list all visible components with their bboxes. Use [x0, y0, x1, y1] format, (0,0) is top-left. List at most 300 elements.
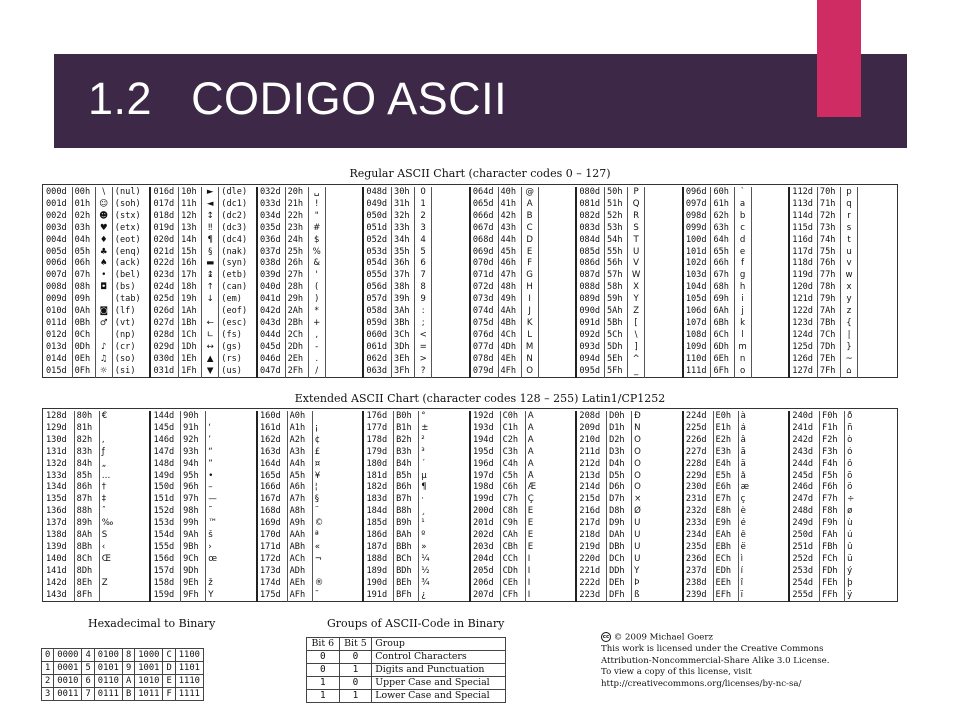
- regular-chart-hex-cell: 1Fh: [179, 366, 202, 378]
- regular-chart-char-cell: ;: [415, 318, 432, 330]
- extended-chart-hex-cell: AEh: [287, 578, 312, 590]
- extended-chart-hex-cell: B5h: [394, 471, 419, 483]
- regular-chart-char-cell: M: [521, 342, 538, 354]
- bit-value-cell: 0: [339, 677, 372, 690]
- extended-chart-char-cell: •: [206, 471, 257, 483]
- regular-chart-hex-cell: 5Ah: [604, 306, 627, 318]
- regular-chart-name-cell: [751, 270, 789, 282]
- regular-chart-name-cell: [538, 199, 576, 211]
- binary-value-cell: 1011: [135, 688, 163, 701]
- regular-chart-dec-cell: 044d: [257, 330, 285, 342]
- extended-chart-dec-cell: 153d: [150, 518, 180, 530]
- extended-chart-dec-cell: 179d: [363, 447, 393, 459]
- extended-chart-hex-cell: CAh: [500, 530, 525, 542]
- regular-chart-dec-cell: 119d: [789, 270, 817, 282]
- regular-chart-char-cell: ♦: [95, 235, 112, 247]
- extended-chart-hex-cell: EBh: [713, 542, 738, 554]
- regular-chart-name-cell: [432, 306, 470, 318]
- extended-chart-char-cell: Õ: [632, 471, 683, 483]
- extended-chart-row: [44, 423, 896, 435]
- extended-chart-dec-cell: 128d: [44, 411, 74, 423]
- regular-chart-char-cell: P: [628, 187, 645, 199]
- extended-chart-char-cell: ’: [206, 435, 257, 447]
- regular-chart-row: [44, 211, 896, 223]
- regular-chart-dec-cell: 099d: [683, 223, 711, 235]
- extended-chart-hex-cell: 94h: [181, 459, 206, 471]
- extended-chart-char-cell: ž: [206, 578, 257, 590]
- regular-chart-char-cell: s: [841, 223, 858, 235]
- hex-digit-cell: C: [163, 649, 175, 662]
- extended-chart-char-cell: À: [525, 411, 576, 423]
- extended-chart-char-cell: ß: [632, 590, 683, 602]
- extended-chart-hex-cell: CCh: [500, 554, 525, 566]
- regular-chart-hex-cell: 28h: [285, 282, 308, 294]
- regular-chart-dec-cell: 001d: [44, 199, 72, 211]
- regular-chart-char-cell: 7: [415, 270, 432, 282]
- regular-chart-dec-cell: 063d: [363, 366, 391, 378]
- regular-chart-char-cell: ♥: [95, 223, 112, 235]
- regular-chart-char-cell: g: [734, 270, 751, 282]
- regular-chart-char-cell: G: [521, 270, 538, 282]
- extended-chart-char-cell: Ý: [632, 566, 683, 578]
- regular-chart-hex-cell: 7Bh: [817, 318, 840, 330]
- hex-digit-cell: A: [122, 675, 134, 688]
- extended-chart-dec-cell: 141d: [44, 566, 74, 578]
- regular-chart-dec-cell: 013d: [44, 342, 72, 354]
- extended-chart-dec-cell: 172d: [257, 554, 287, 566]
- extended-chart-dec-cell: 242d: [789, 435, 819, 447]
- regular-chart-name-cell: (syn): [219, 258, 257, 270]
- regular-chart-name-cell: [858, 306, 896, 318]
- extended-chart-dec-cell: 146d: [150, 435, 180, 447]
- regular-chart-char-cell: *: [308, 306, 325, 318]
- extended-chart-hex-cell: 96h: [181, 482, 206, 494]
- extended-chart-dec-cell: 228d: [683, 459, 713, 471]
- regular-chart-dec-cell: 122d: [789, 306, 817, 318]
- creative-commons-icon: cc: [602, 634, 610, 640]
- extended-chart-char-cell: Ø: [632, 506, 683, 518]
- regular-chart-name-cell: (lf): [112, 306, 150, 318]
- regular-chart-hex-cell: 2Dh: [285, 342, 308, 354]
- extended-chart-row: [44, 459, 896, 471]
- regular-chart-char-cell: ‼: [202, 223, 219, 235]
- extended-chart-dec-cell: 171d: [257, 542, 287, 554]
- extended-chart-dec-cell: 233d: [683, 518, 713, 530]
- extended-chart-dec-cell: 210d: [576, 435, 606, 447]
- extended-chart-char-cell: Ü: [632, 554, 683, 566]
- extended-chart-dec-cell: 138d: [44, 530, 74, 542]
- extended-chart-hex-cell: C4h: [500, 459, 525, 471]
- binary-value-cell: 0100: [94, 649, 122, 662]
- extended-chart-hex-cell: E6h: [713, 482, 738, 494]
- extended-chart-char-cell: í: [738, 566, 789, 578]
- regular-chart-name-cell: [432, 354, 470, 366]
- regular-chart-char-cell: 3: [415, 223, 432, 235]
- regular-chart-dec-cell: 030d: [150, 354, 178, 366]
- extended-chart-char-cell: Æ: [525, 482, 576, 494]
- regular-chart-dec-cell: 075d: [470, 318, 498, 330]
- extended-chart-hex-cell: 98h: [181, 506, 206, 518]
- regular-chart-char-cell: c: [734, 223, 751, 235]
- regular-chart-dec-cell: 070d: [470, 258, 498, 270]
- regular-chart-dec-cell: 118d: [789, 258, 817, 270]
- extended-chart-dec-cell: 222d: [576, 578, 606, 590]
- extended-chart-row: [44, 411, 896, 423]
- regular-chart-char-cell: ☼: [95, 366, 112, 378]
- regular-chart-dec-cell: 101d: [683, 247, 711, 259]
- binary-value-cell: 1100: [175, 649, 203, 662]
- extended-chart-dec-cell: 134d: [44, 482, 74, 494]
- hex-digit-cell: 2: [42, 675, 54, 688]
- extended-chart-char-cell: ñ: [847, 422, 853, 433]
- groups-row: [307, 677, 506, 690]
- regular-chart-dec-cell: 021d: [150, 247, 178, 259]
- extended-chart-char-cell: ‚: [99, 435, 150, 447]
- regular-chart-name-cell: [645, 247, 683, 259]
- extended-chart-dec-cell: 216d: [576, 506, 606, 518]
- regular-chart-name-cell: (so): [112, 354, 150, 366]
- extended-chart-char-cell: ™: [206, 518, 257, 530]
- regular-chart-name-cell: [751, 247, 789, 259]
- extended-chart-hex-cell: EAh: [713, 530, 738, 542]
- regular-chart-name-cell: [858, 235, 896, 247]
- extended-chart-hex-cell: 87h: [74, 494, 99, 506]
- extended-chart-char-cell: õ: [847, 470, 853, 481]
- extended-chart-dec-cell: 202d: [470, 530, 500, 542]
- regular-chart-hex-cell: 13h: [179, 223, 202, 235]
- extended-chart-char-cell: ¥: [312, 471, 363, 483]
- regular-chart-dec-cell: 127d: [789, 366, 817, 378]
- regular-chart-dec-cell: 052d: [363, 235, 391, 247]
- extended-chart-dec-cell: 152d: [150, 506, 180, 518]
- extended-chart-dec-cell: 145d: [150, 423, 180, 435]
- extended-chart-dec-cell: 154d: [150, 530, 180, 542]
- regular-chart-hex-cell: 55h: [604, 247, 627, 259]
- regular-chart-row: [44, 235, 896, 247]
- hex-digit-cell: 3: [42, 688, 54, 701]
- regular-chart-char-cell: b: [734, 211, 751, 223]
- regular-chart-dec-cell: 113d: [789, 199, 817, 211]
- regular-chart-dec-cell: 095d: [576, 366, 604, 378]
- regular-chart-char-cell: f: [734, 258, 751, 270]
- extended-chart-dec-cell: 223d: [576, 590, 606, 602]
- extended-chart-dec-cell: 168d: [257, 506, 287, 518]
- regular-chart-dec-cell: 097d: [683, 199, 711, 211]
- regular-chart-hex-cell: 19h: [179, 294, 202, 306]
- regular-chart-char-cell: [: [628, 318, 645, 330]
- extended-chart-hex-cell: B9h: [394, 518, 419, 530]
- regular-chart-dec-cell: 036d: [257, 235, 285, 247]
- extended-chart-hex-cell: DBh: [607, 542, 632, 554]
- groups-header-row: [307, 638, 506, 651]
- accent-bar: [817, 0, 861, 117]
- regular-chart-name-cell: [751, 235, 789, 247]
- binary-value-cell: 0000: [54, 649, 82, 662]
- extended-chart-hex-cell: B2h: [394, 435, 419, 447]
- extended-chart-hex-cell: A0h: [287, 411, 312, 423]
- extended-chart-hex-cell: 85h: [74, 471, 99, 483]
- regular-chart-char-cell: A: [521, 199, 538, 211]
- extended-chart-dec-cell: 243d: [789, 447, 819, 459]
- regular-chart-char-cell: I: [521, 294, 538, 306]
- regular-chart-char-cell: a: [734, 199, 751, 211]
- extended-chart-dec-cell: 182d: [363, 482, 393, 494]
- extended-chart-char-cell: ½: [419, 566, 470, 578]
- regular-chart-name-cell: (tab): [112, 294, 150, 306]
- regular-chart-dec-cell: 106d: [683, 306, 711, 318]
- extended-chart-dec-cell: 173d: [257, 566, 287, 578]
- extended-chart-char-cell: [312, 411, 363, 423]
- regular-chart-char-cell: i: [734, 294, 751, 306]
- regular-chart-dec-cell: 023d: [150, 270, 178, 282]
- regular-chart-char-cell: Y: [628, 294, 645, 306]
- extended-chart-hex-cell: E3h: [713, 447, 738, 459]
- binary-value-cell: 0011: [54, 688, 82, 701]
- regular-chart-dec-cell: 123d: [789, 318, 817, 330]
- extended-chart-dec-cell: 197d: [470, 471, 500, 483]
- regular-chart-hex-cell: 49h: [498, 294, 521, 306]
- regular-chart-char-cell: [95, 294, 112, 306]
- regular-chart-char-cell: X: [628, 282, 645, 294]
- regular-chart-char-cell: ": [308, 211, 325, 223]
- regular-chart-name-cell: [325, 318, 363, 330]
- regular-chart-dec-cell: 007d: [44, 270, 72, 282]
- extended-chart-dec-cell: 190d: [363, 578, 393, 590]
- regular-chart-hex-cell: 63h: [711, 223, 734, 235]
- regular-chart-name-cell: (vt): [112, 318, 150, 330]
- regular-chart-hex-cell: 0Bh: [72, 318, 95, 330]
- regular-chart-char-cell: ◙: [95, 306, 112, 318]
- regular-chart-dec-cell: 082d: [576, 211, 604, 223]
- regular-chart-char-cell: ⌂: [841, 366, 858, 378]
- regular-chart-dec-cell: 051d: [363, 223, 391, 235]
- regular-chart-hex-cell: 09h: [72, 294, 95, 306]
- regular-chart-name-cell: [645, 354, 683, 366]
- regular-chart-name-cell: [325, 330, 363, 342]
- regular-chart-name-cell: [538, 211, 576, 223]
- regular-chart-hex-cell: 27h: [285, 270, 308, 282]
- extended-chart-hex-cell: D9h: [607, 518, 632, 530]
- bit-value-cell: 0: [307, 651, 340, 664]
- binary-value-cell: 0010: [54, 675, 82, 688]
- extended-chart-hex-cell: 9Ah: [181, 530, 206, 542]
- extended-chart-char-cell: ï: [738, 590, 789, 602]
- regular-chart-char-cell: ∟: [202, 330, 219, 342]
- regular-chart-dec-cell: 003d: [44, 223, 72, 235]
- hex-binary-caption: Hexadecimal to Binary: [88, 617, 216, 630]
- extended-chart-dec-cell: 136d: [44, 506, 74, 518]
- regular-chart-char-cell: y: [841, 294, 858, 306]
- regular-chart-hex-cell: 5Fh: [604, 366, 627, 378]
- binary-value-cell: 0110: [94, 675, 122, 688]
- extended-chart-hex-cell: D4h: [607, 459, 632, 471]
- extended-chart-char-cell: Þ: [632, 578, 683, 590]
- extended-chart-dec-cell: 180d: [363, 459, 393, 471]
- regular-chart-name-cell: (dle): [219, 187, 257, 199]
- extended-chart-char-cell: Ù: [632, 518, 683, 530]
- regular-chart-dec-cell: 015d: [44, 366, 72, 378]
- regular-chart-dec-cell: 014d: [44, 354, 72, 366]
- extended-chart-char-cell: ‡: [99, 494, 150, 506]
- regular-chart-char-cell: R: [628, 211, 645, 223]
- extended-chart-hex-cell: F4h: [820, 459, 845, 471]
- license-author-line: [601, 632, 829, 644]
- regular-chart-char-cell: t: [841, 235, 858, 247]
- regular-chart-dec-cell: 034d: [257, 211, 285, 223]
- regular-chart-name-cell: [645, 366, 683, 378]
- regular-chart-dec-cell: 005d: [44, 247, 72, 259]
- extended-chart-hex-cell: A4h: [287, 459, 312, 471]
- extended-chart-hex-cell: E2h: [713, 435, 738, 447]
- extended-chart-hex-cell: F0h: [820, 411, 845, 423]
- extended-chart-hex-cell: 89h: [74, 518, 99, 530]
- extended-chart-hex-cell: AAh: [287, 530, 312, 542]
- extended-chart-dec-cell: 199d: [470, 494, 500, 506]
- extended-chart-dec-cell: 165d: [257, 471, 287, 483]
- extended-chart-hex-cell: CDh: [500, 566, 525, 578]
- extended-chart-char-cell: ê: [738, 530, 789, 542]
- regular-chart-hex-cell: 05h: [72, 247, 95, 259]
- regular-chart-name-cell: [751, 366, 789, 378]
- extended-chart-dec-cell: 183d: [363, 494, 393, 506]
- extended-chart-dec-cell: 247d: [789, 494, 819, 506]
- extended-chart-dec-cell: 143d: [44, 590, 74, 602]
- regular-chart-dec-cell: 124d: [789, 330, 817, 342]
- extended-chart-char-cell: ·: [419, 494, 470, 506]
- regular-chart-dec-cell: 055d: [363, 270, 391, 282]
- extended-chart-caption: Extended ASCII Chart (character codes 128 – 255) Latin1/CP1252: [294, 392, 666, 405]
- extended-chart-hex-cell: FBh: [820, 542, 845, 554]
- regular-chart-char-cell: ↨: [202, 270, 219, 282]
- extended-chart-char-cell: Ç: [525, 494, 576, 506]
- extended-chart-hex-cell: D5h: [607, 471, 632, 483]
- regular-chart-hex-cell: 41h: [498, 199, 521, 211]
- regular-chart-row: [44, 199, 896, 211]
- extended-chart-char-cell: ¢: [312, 435, 363, 447]
- extended-chart-char-cell: Ê: [525, 530, 576, 542]
- regular-chart-char-cell: U: [628, 247, 645, 259]
- regular-chart-hex-cell: 76h: [817, 258, 840, 270]
- regular-chart-char-cell: ␣: [308, 187, 325, 199]
- regular-chart-name-cell: [751, 342, 789, 354]
- regular-chart-name-cell: [325, 223, 363, 235]
- regular-chart-hex-cell: 2Bh: [285, 318, 308, 330]
- extended-chart-row: [44, 566, 896, 578]
- extended-chart-hex-cell: DEh: [607, 578, 632, 590]
- extended-chart-hex-cell: 83h: [74, 447, 99, 459]
- extended-chart-dec-cell: 130d: [44, 435, 74, 447]
- regular-chart-dec-cell: 081d: [576, 199, 604, 211]
- regular-chart-hex-cell: 66h: [711, 258, 734, 270]
- extended-chart-char-cell: ¹: [419, 518, 470, 530]
- regular-chart-char-cell: L: [521, 330, 538, 342]
- extended-chart-hex-cell: E0h: [713, 411, 738, 423]
- regular-chart-name-cell: [751, 258, 789, 270]
- extended-chart-dec-cell: 236d: [683, 554, 713, 566]
- regular-chart-dec-cell: 093d: [576, 342, 604, 354]
- extended-chart-hex-cell: F9h: [820, 518, 845, 530]
- regular-chart-dec-cell: 038d: [257, 258, 285, 270]
- regular-chart-row: [44, 306, 896, 318]
- extended-chart-dec-cell: 155d: [150, 542, 180, 554]
- extended-chart-hex-cell: ABh: [287, 542, 312, 554]
- regular-chart-dec-cell: 012d: [44, 330, 72, 342]
- extended-chart-char-cell: [312, 566, 363, 578]
- extended-chart-dec-cell: 227d: [683, 447, 713, 459]
- extended-chart-hex-cell: F2h: [820, 435, 845, 447]
- extended-chart-hex-cell: 88h: [74, 506, 99, 518]
- regular-chart-hex-cell: 7Ah: [817, 306, 840, 318]
- bit-value-cell: 1: [339, 664, 372, 677]
- regular-chart-row: [44, 223, 896, 235]
- regular-chart-char-cell: ♫: [95, 354, 112, 366]
- regular-chart-name-cell: [432, 199, 470, 211]
- extended-chart-dec-cell: 163d: [257, 447, 287, 459]
- license-line: To view a copy of this license, visit: [601, 667, 752, 677]
- extended-chart-dec-cell: 191d: [363, 590, 393, 602]
- regular-chart-row: [44, 294, 896, 306]
- extended-chart-dec-cell: 251d: [789, 542, 819, 554]
- extended-chart-dec-cell: 225d: [683, 423, 713, 435]
- extended-chart-hex-cell: E1h: [713, 423, 738, 435]
- regular-chart-name-cell: [645, 306, 683, 318]
- regular-chart-hex-cell: 15h: [179, 247, 202, 259]
- regular-chart-hex-cell: 6Ah: [711, 306, 734, 318]
- regular-chart-char-cell: 0: [415, 187, 432, 199]
- regular-chart-dec-cell: 039d: [257, 270, 285, 282]
- regular-chart-dec-cell: 011d: [44, 318, 72, 330]
- extended-chart-char-cell: þ: [847, 577, 853, 588]
- regular-chart-name-cell: [325, 306, 363, 318]
- extended-chart-hex-cell: C3h: [500, 447, 525, 459]
- extended-chart-char-cell: È: [525, 506, 576, 518]
- regular-chart-name-cell: [858, 318, 896, 330]
- hex-binary-table: [41, 648, 204, 701]
- extended-chart-char-cell: ÿ: [847, 589, 853, 600]
- regular-chart-char-cell: ◘: [95, 282, 112, 294]
- regular-chart-name-cell: [432, 258, 470, 270]
- regular-chart-name-cell: (ack): [112, 258, 150, 270]
- regular-chart-name-cell: (us): [219, 366, 257, 378]
- regular-chart-char-cell: H: [521, 282, 538, 294]
- regular-chart-dec-cell: 065d: [470, 199, 498, 211]
- extended-chart-char-cell: ¤: [312, 459, 363, 471]
- regular-chart-char-cell: |: [841, 330, 858, 342]
- extended-chart-hex-cell: 97h: [181, 494, 206, 506]
- extended-chart-dec-cell: 176d: [363, 411, 393, 423]
- extended-chart-dec-cell: 169d: [257, 518, 287, 530]
- extended-chart-char-cell: ¬: [312, 554, 363, 566]
- extended-chart-hex-cell: B1h: [394, 423, 419, 435]
- extended-chart-dec-cell: 178d: [363, 435, 393, 447]
- extended-chart-dec-cell: 207d: [470, 590, 500, 602]
- regular-chart-hex-cell: 07h: [72, 270, 95, 282]
- regular-chart-hex-cell: 4Bh: [498, 318, 521, 330]
- extended-chart-char-cell: é: [738, 518, 789, 530]
- regular-chart-dec-cell: 016d: [150, 187, 178, 199]
- extended-chart-hex-cell: E5h: [713, 471, 738, 483]
- group-name-cell: Upper Case and Special: [372, 677, 506, 690]
- regular-chart-hex-cell: 03h: [72, 223, 95, 235]
- extended-chart-char-cell: Â: [525, 435, 576, 447]
- regular-chart-name-cell: (bs): [112, 282, 150, 294]
- regular-chart-name-cell: [645, 223, 683, 235]
- extended-chart-char-cell: ô: [847, 458, 853, 469]
- extended-chart-dec-cell: 184d: [363, 506, 393, 518]
- regular-chart-char-cell: ♂: [95, 318, 112, 330]
- extended-chart-dec-cell: 245d: [789, 471, 819, 483]
- extended-chart-char-cell: ×: [632, 494, 683, 506]
